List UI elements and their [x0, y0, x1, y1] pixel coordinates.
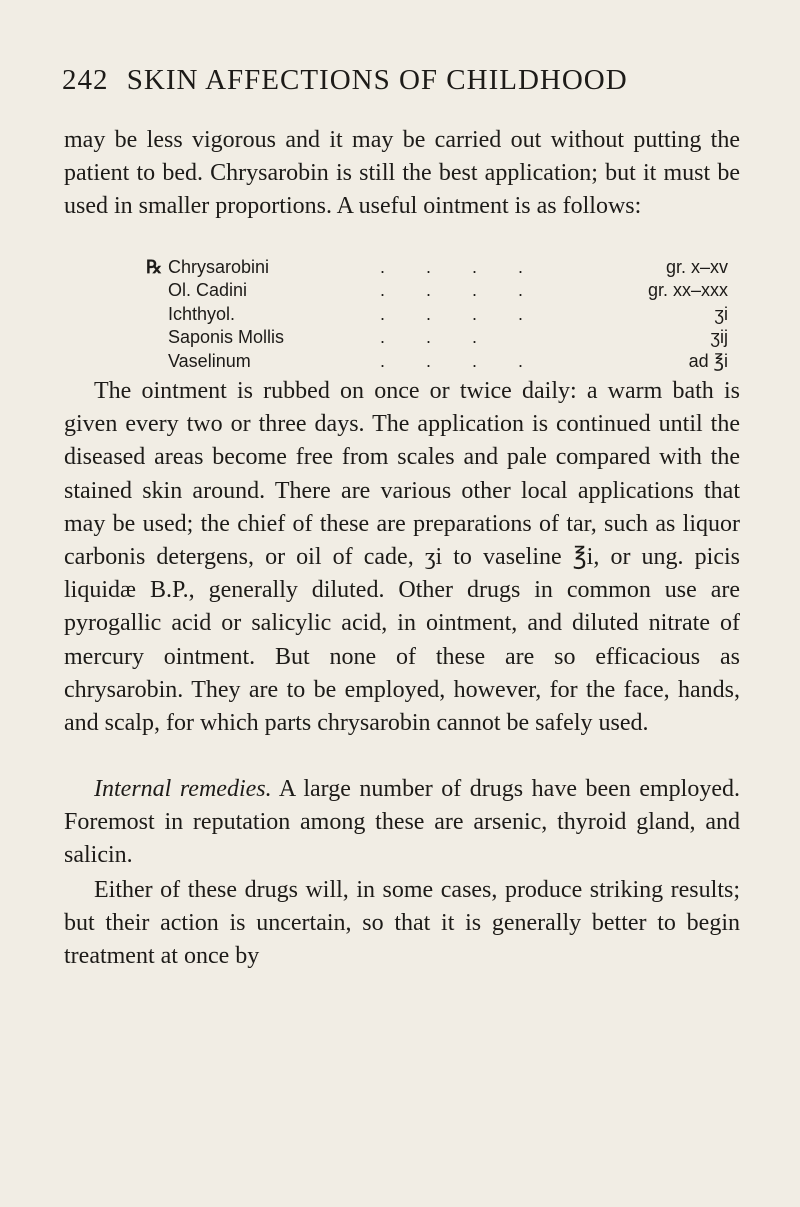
ingredient-quantity: ʒij: [710, 327, 728, 348]
ingredient-name: Saponis Mollis: [168, 327, 285, 348]
ingredient-quantity: ʒi: [714, 303, 728, 324]
ingredient-name: Chrysarobini: [168, 257, 270, 277]
running-title: SKIN AFFECTIONS OF CHILDHOOD: [126, 64, 628, 96]
paragraph-internal-remedies: [64, 773, 740, 873]
paragraph-ointment: The ointment is rubbed on once or twice daily: a warm bath is given every two or three days. The application is continued until the diseased areas become free from scales and pale compared with the stained skin around. There are various other local applications that may be used; the chief of these are preparations of tar, such as liquor carbonis detergens, or oil of cade, ʒi to vaseline ℥i, or ung. picis liquidæ B.P., generally diluted. Other drugs in common use are pyrogallic acid or salicylic acid, in ointment, and diluted nitrate of mercury ointment. But none of these are so efficacious as chrysarobin. They are to be employed, however, for the face, hands, and scalp, for which parts chrysarobin cannot be safely used.: [64, 378, 740, 737]
page-number: 242: [62, 64, 109, 96]
recipe-symbol: ℞: [146, 257, 163, 278]
leader-dots: . . . .: [380, 280, 542, 301]
prescription-block: [148, 256, 738, 373]
prescription-row: [148, 279, 738, 302]
section-lead-italic: Internal remedies.: [94, 776, 272, 802]
prescription-row: [148, 256, 738, 279]
ingredient-name: Vaselinum: [168, 350, 251, 371]
leader-dots: . . .: [380, 327, 496, 348]
leader-dots: . . . .: [380, 257, 542, 277]
leader-dots: . . . .: [380, 303, 542, 324]
paragraph-either-drugs: Either of these drugs will, in some cases, produce striking results; but their action is uncertain, so that it is generally better to begin treatment at once by: [64, 877, 740, 970]
paragraph-text: A large number of drugs have been employed. Foremost in reputation among these are arsenic, thyroid gland, and salicin.: [64, 776, 740, 869]
prescription-row: [148, 326, 738, 349]
paragraph-continuation: may be less vigorous and it may be carried out without putting the patient to bed. Chrysarobin is still the best application; but it must be used in smaller proportions. A useful ointment is as follows:: [64, 127, 740, 220]
ingredient-quantity: gr. xx–xxx: [647, 280, 728, 301]
ingredient-name: Ichthyol.: [168, 303, 236, 324]
ingredient-quantity: gr. x–xv: [665, 257, 728, 277]
prescription-row: [148, 303, 738, 326]
prescription-row: [148, 350, 738, 373]
running-header: [62, 64, 628, 97]
ingredient-quantity: ad ℥i: [688, 350, 728, 371]
leader-dots: . . . .: [380, 350, 542, 371]
ingredient-name: Ol. Cadini: [168, 280, 248, 301]
